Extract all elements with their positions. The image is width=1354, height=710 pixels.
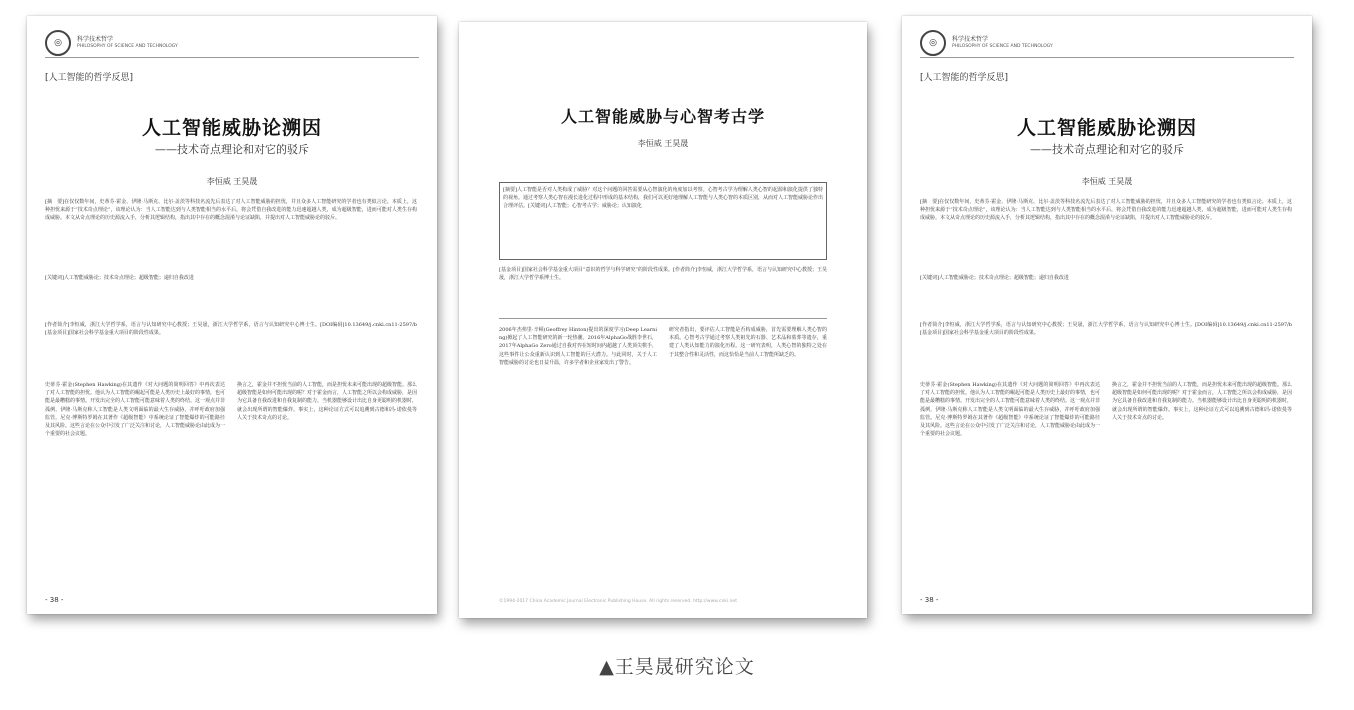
body-column-left: 2006年杰弗里·辛顿(Geoffrey Hinton)提出的深度学习(Deep Learning)掀起了人工智能研究的新一轮热潮。2016年AlphaGo战胜李世石，2017年AlphaGo Zero通过自我对弈在短时间内超越了人类顶尖棋手，这些事件让公众重新认识到人工智能的巨大潜力。与此同时，关于人工智能威胁的讨论也日益升温，许多学者和企业家发出了警告。 [499,327,657,366]
copyright-footer: ©1994-2017 China Academic Journal Electronic Publishing House. All rights reserved. http://www.cnki.net [499,599,737,604]
paper-authors: 李恒威 王昊晟 [637,139,689,148]
paper-page-2 [459,22,867,618]
paper-page-1 [27,16,437,614]
journal-header [920,30,1053,56]
column-tag: [人工智能的哲学反思] [920,73,1009,83]
body-column-right: 换言之，霍金并不担忧当前的人工智能，而是担忧未来可能出现的超级智能。那么超级智能是如何可能出现的呢？对于霍金而言，人工智能之所以会构成威胁，是因为它具备自我改进和自我复制的能力。当机器能够设计出比自身更聪明的机器时，就会出现所谓的智能爆炸。事实上，这种论证方式可以追溯到古德和冯·诺依曼等人关于技术奇点的讨论。 [1112,382,1292,421]
body-column-left: 史蒂芬·霍金(Stephen Hawking)在其遗作《对大问题的简明回答》中再次表达了对人工智能的担忧。他认为人工智能的崛起可能是人类历史上最好的事情，也可能是最糟糕的事情。开发出完全的人工智能可能意味着人类的终结。这一观点并非孤例，伊隆·马斯克称人工智能是人类文明面临的最大生存威胁，并呼吁政府加强监管。尼克·博斯特罗姆在其著作《超级智能》中系统论证了智能爆炸的可能路径及其风险。这些言论在公众中引发了广泛关注和讨论，人工智能威胁论由此成为一个重要的社会议题。 [920,382,1100,438]
abstract-text: [摘 要]在仅仅数年间，史蒂芬·霍金、伊隆·马斯克、比尔·盖茨等科技名流先后表达了对人工智能威胁的担忧，并且众多人工智能研究的学者也有类似言论。本质上，这种担忧来源于“技术奇点理论”，该理论认为：当人工智能达到与人类智能相当的水平后，将会凭借自我改进的能力迅速超越人类，成为超级智能，进而可能对人类生存构成威胁。本文从奇点理论的历史源流入手，分析其逻辑结构，指出其中存在的概念混淆与论证缺陷，并提出对人工智能威胁论的驳斥。 [45,199,417,222]
author-notes: [基金项目]国家社会科学基金重大项目“意识的哲学与科学研究”的阶段性成果。[作者简介]李恒威，浙江大学哲学系，语言与认知研究中心教授；王昊晟，浙江大学哲学系博士生。 [499,267,827,282]
author-notes: [作者简介]李恒威，浙江大学哲学系，语言与认知研究中心教授；王昊晟，浙江大学哲学系，语言与认知研究中心博士生。[DOI编码]10.13649/j.cnki.cn11-2597/b [基金项目]国家社会科学基金重大项目的阶段性成果。 [920,322,1292,337]
body-column-left: 史蒂芬·霍金(Stephen Hawking)在其遗作《对大问题的简明回答》中再次表达了对人工智能的担忧。他认为人工智能的崛起可能是人类历史上最好的事情，也可能是最糟糕的事情。开发出完全的人工智能可能意味着人类的终结。这一观点并非孤例，伊隆·马斯克称人工智能是人类文明面临的最大生存威胁，并呼吁政府加强监管。尼克·博斯特罗姆在其著作《超级智能》中系统论证了智能爆炸的可能路径及其风险。这些言论在公众中引发了广泛关注和讨论，人工智能威胁论由此成为一个重要的社会议题。 [45,382,225,438]
paper-subtitle: ——技术奇点理论和对它的驳斥 [155,143,309,156]
image-caption: ▲王昊晟研究论文 [599,656,755,678]
journal-name: 科学技术哲学 [952,36,989,43]
journal-name: 科学技术哲学 [77,36,114,43]
paper-title: 人工智能威胁论溯因 [141,117,322,139]
paper-title: 人工智能威胁与心智考古学 [560,107,765,126]
journal-header [45,30,178,56]
journal-logo-icon: ◎ [45,30,71,56]
paper-authors: 李恒威 王昊晟 [1081,177,1133,186]
journal-logo-icon: ◎ [920,30,946,56]
author-notes: [作者简介]李恒威，浙江大学哲学系，语言与认知研究中心教授；王昊晟，浙江大学哲学系，语言与认知研究中心博士生。[DOI编码]10.13649/j.cnki.cn11-2597/b [基金项目]国家社会科学基金重大项目的阶段性成果。 [45,322,417,337]
paper-subtitle: ——技术奇点理论和对它的驳斥 [1030,143,1184,156]
header-divider [45,57,419,58]
section-divider [499,318,827,319]
keywords-text: [关键词]人工智能威胁论；技术奇点理论；超级智能；递归自我改进 [920,275,1069,281]
header-divider [920,57,1294,58]
abstract-text: [摘要]人工智能是否对人类构成了威胁？对这个问题的回答需要从心智演化的角度加以考察。心智考古学为理解人类心智的起源和演化提供了独特的视角。通过考察人类心智在漫长进化过程中形成的基本结构，我们可以更好地理解人工智能与人类心智的本质区别，从而对人工智能威胁论作出合理评估。[关键词]人工智能；心智考古学；威胁论；认知演化 [503,187,823,210]
page-number: - 38 - [45,596,64,604]
journal-name-en: PHILOSOPHY OF SCIENCE AND TECHNOLOGY [77,44,178,49]
abstract-text: [摘 要]在仅仅数年间，史蒂芬·霍金、伊隆·马斯克、比尔·盖茨等科技名流先后表达了对人工智能威胁的担忧，并且众多人工智能研究的学者也有类似言论。本质上，这种担忧来源于“技术奇点理论”，该理论认为：当人工智能达到与人类智能相当的水平后，将会凭借自我改进的能力迅速超越人类，成为超级智能，进而可能对人类生存构成威胁。本文从奇点理论的历史源流入手，分析其逻辑结构，指出其中存在的概念混淆与论证缺陷，并提出对人工智能威胁论的驳斥。 [920,199,1292,222]
abstract-box [499,182,827,260]
column-tag: [人工智能的哲学反思] [45,73,134,83]
paper-authors: 李恒威 王昊晟 [206,177,258,186]
body-column-right: 换言之，霍金并不担忧当前的人工智能，而是担忧未来可能出现的超级智能。那么超级智能是如何可能出现的呢？对于霍金而言，人工智能之所以会构成威胁，是因为它具备自我改进和自我复制的能力。当机器能够设计出比自身更聪明的机器时，就会出现所谓的智能爆炸。事实上，这种论证方式可以追溯到古德和冯·诺依曼等人关于技术奇点的讨论。 [237,382,417,421]
paper-title: 人工智能威胁论溯因 [1016,117,1197,139]
page-number: - 38 - [920,596,939,604]
journal-name-en: PHILOSOPHY OF SCIENCE AND TECHNOLOGY [952,44,1053,49]
body-column-right: 研究者指出，要评估人工智能是否构成威胁，首先需要理解人类心智的本质。心智考古学通过考察人类祖先的石器、艺术品和墓葬等遗存，重建了人类认知能力的演化历程。这一研究表明，人类心智的独特之处在于其整合性和灵活性，而这恰恰是当前人工智能所缺乏的。 [669,327,827,358]
keywords-text: [关键词]人工智能威胁论；技术奇点理论；超级智能；递归自我改进 [45,275,194,281]
paper-page-3 [902,16,1312,614]
